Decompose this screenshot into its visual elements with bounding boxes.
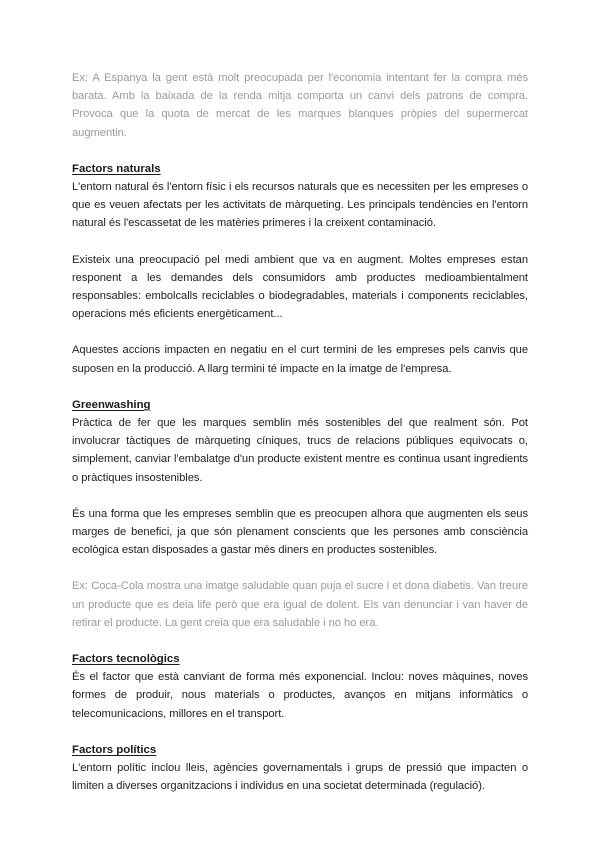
greenwashing-purpose-paragraph: És una forma que les empreses semblin que es preocupen alhora que augmenten els seus marges de benefici, ja que són plenament conscients que les persones amb consciència ecològica estan disposades a gastar més diners en productes sostenibles. (72, 507, 528, 557)
spacer (72, 559, 528, 577)
heading-greenwashing: Greenwashing (72, 398, 151, 411)
natural-intro-paragraph: L'entorn natural és l'entorn físic i els recursos naturals que es necessiten per les empreses o que es veuen afectats per les activitats de màrqueting. Les principals tendències en l'entorn natural és l'escassetat de les matèries primeres i la creixent contaminació. (72, 181, 528, 230)
heading-natural-factors: Factors naturals (72, 162, 161, 175)
natural-impact-paragraph: Aquestes accions impacten en negatiu en el curt termini de les empreses pels canvis que suposen en la producció. A llarg termini té impacte en la imatge de l'empresa. (72, 344, 528, 375)
natural-concern-paragraph: Existeix una preocupació pel medi ambient que va en augment. Moltes empreses estan responent a les demandes dels consumidors amb productes medioambientalment responsables: embolcalls reciclables o biodegradables, materials i components reciclables, operacions més eficients energèticament... (72, 253, 528, 321)
example-spain-paragraph: Ex: A Espanya la gent està molt preocupada per l'economia intentant fer la compra més barata. Amb la baixada de la renda mitja comporta un canvi dels patrons de compra. Provoca que la quota de mercat de les marques blanques pròpies del supermercat augmentin. (72, 72, 528, 139)
heading-technological-factors: Factors tecnològics (72, 653, 180, 666)
spacer (72, 632, 528, 650)
technological-definition-paragraph: És el factor que està canviant de forma més exponencial. Inclou: noves màquines, noves formes de produir, nous materials o productes, avanços en mitjans informàtics o telecomunicacions, millores en el transport. (72, 671, 528, 720)
spacer (72, 142, 528, 160)
spacer (72, 323, 528, 341)
heading-political-factors: Factors polítics (72, 743, 157, 756)
spacer (72, 233, 528, 251)
spacer (72, 487, 528, 505)
greenwashing-definition-paragraph: Pràctica de fer que les marques semblin més sostenibles del que realment són. Pot involucrar tàctiques de màrqueting cíniques, trucs de relacions públiques equivocats o, simplement, canviar l'embalatge d'un producte existent mentre es continua usant ingredients o pràctiques insostenibles. (72, 417, 528, 484)
example-cocacola-paragraph: Ex: Coca-Cola mostra una imatge saludable quan puja el sucre i et dona diabetis. Van treure un producte que es deia life però que era igual de dolent. Els van denunciar i van haver de retirar el producte. La gent creia que era saludable i no ho era. (72, 580, 528, 629)
spacer (72, 723, 528, 741)
political-definition-paragraph: L'entorn polític inclou lleis, agències governamentals i grups de pressió que impacten o limiten a diverses organitzacions i individus en una societat determinada (regulació). (72, 762, 528, 793)
spacer (72, 378, 528, 396)
